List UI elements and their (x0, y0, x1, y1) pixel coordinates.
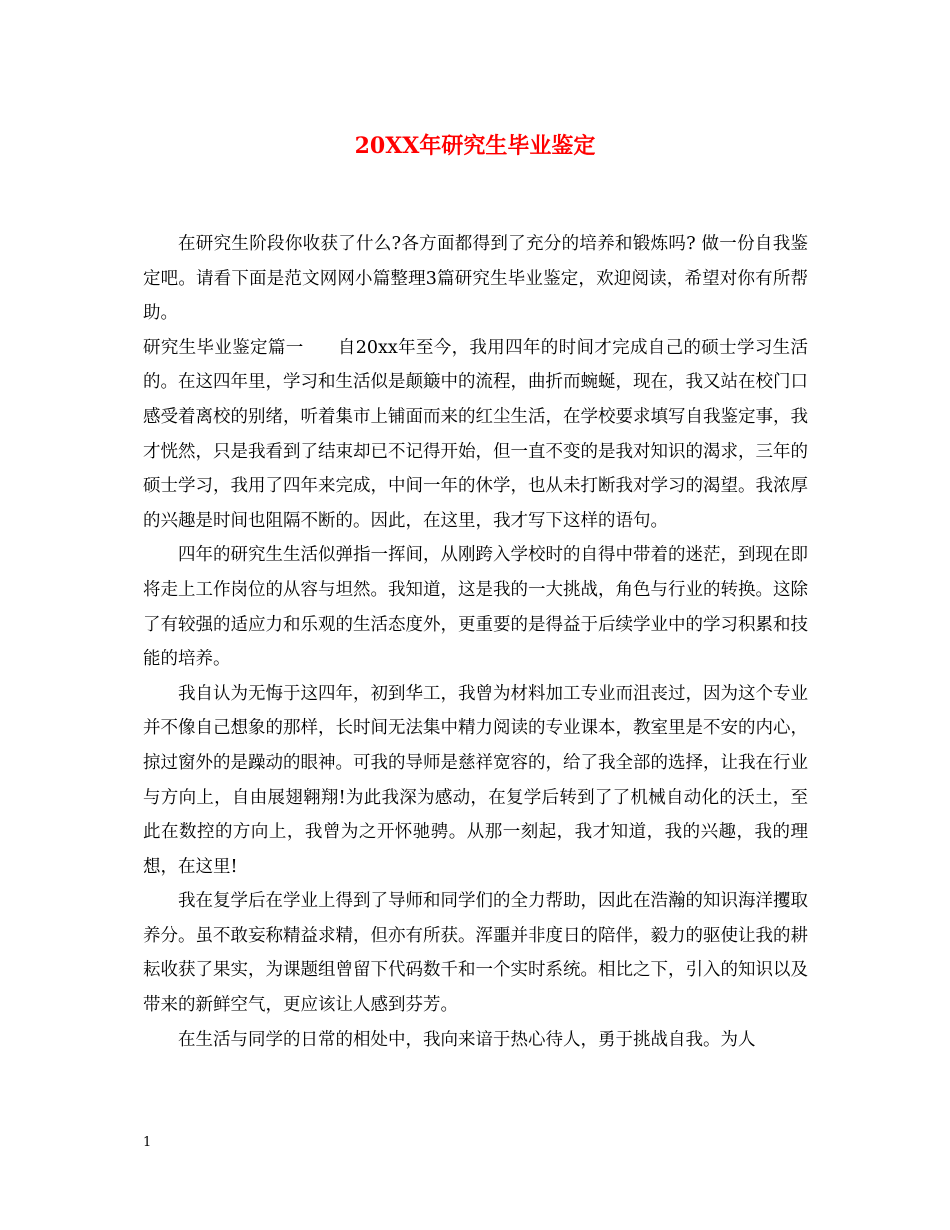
section-heading: 研究生毕业鉴定篇一 (143, 337, 304, 358)
page-number: 1 (143, 1135, 152, 1150)
section-first-text: 自20xx年至今，我用四年的时间才完成自己的硕士学习生活的。在这四年里，学习和生活似是颠簸中的流程，曲折而蜿蜒，现在，我又站在校门口感受着离校的别绪，听着集市上铺面而来的红尘生活，在学校要求填写自我鉴定事，我才恍然，只是我看到了结束却已不记得开始，但一直不变的是我对知识的渴求，三年的硕士学习，我用了四年来完成，中间一年的休学，也从未打断我对学习的渴望。我浓厚的兴趣是时间也阻隔不断的。因此，在这里，我才写下这样的语句。 (143, 337, 808, 531)
body-paragraph: 我在复学后在学业上得到了导师和同学们的全力帮助，因此在浩瀚的知识海洋攫取养分。虽不敢妄称精益求精，但亦有所获。浑噩并非度日的陪伴，毅力的驱使让我的耕耘收获了果实，为课题组曾留下代码数千和一个实时系统。相比之下，引入的知识以及带来的新鲜空气，更应该让人感到芬芳。 (143, 891, 808, 1016)
body-paragraph: 在生活与同学的日常的相处中，我向来谙于热心待人，勇于挑战自我。为人 (178, 1029, 756, 1050)
section-paragraph (143, 331, 808, 539)
body-paragraph: 四年的研究生生活似弹指一挥间，从刚跨入学校时的自得中带着的迷茫，到现在即将走上工作岗位的从容与坦然。我知道，这是我的一大挑战，角色与行业的转换。这除了有较强的适应力和乐观的生活态度外，更重要的是得益于后续学业中的学习积累和技能的培养。 (143, 545, 808, 670)
intro-paragraph: 在研究生阶段你收获了什么?各方面都得到了充分的培养和锻炼吗? 做一份自我鉴定吧。请看下面是范文网网小篇整理3篇研究生毕业鉴定，欢迎阅读，希望对你有所帮助。 (143, 234, 808, 324)
document-title: 20XX年研究生毕业鉴定 (354, 133, 596, 159)
document-body (143, 227, 808, 1057)
body-paragraph: 我自认为无悔于这四年，初到华工，我曾为材料加工专业而沮丧过，因为这个专业并不像自己想象的那样，长时间无法集中精力阅读的专业课本，教室里是不安的内心，掠过窗外的是躁动的眼神。可我的导师是慈祥宽容的，给了我全部的选择，让我在行业与方向上，自由展翅翱翔!为此我深为感动，在复学后转到了了机械自动化的沃土，至此在数控的方向上，我曾为之开怀驰骋。从那一刻起，我才知道，我的兴趣，我的理想，在这里! (143, 683, 808, 877)
